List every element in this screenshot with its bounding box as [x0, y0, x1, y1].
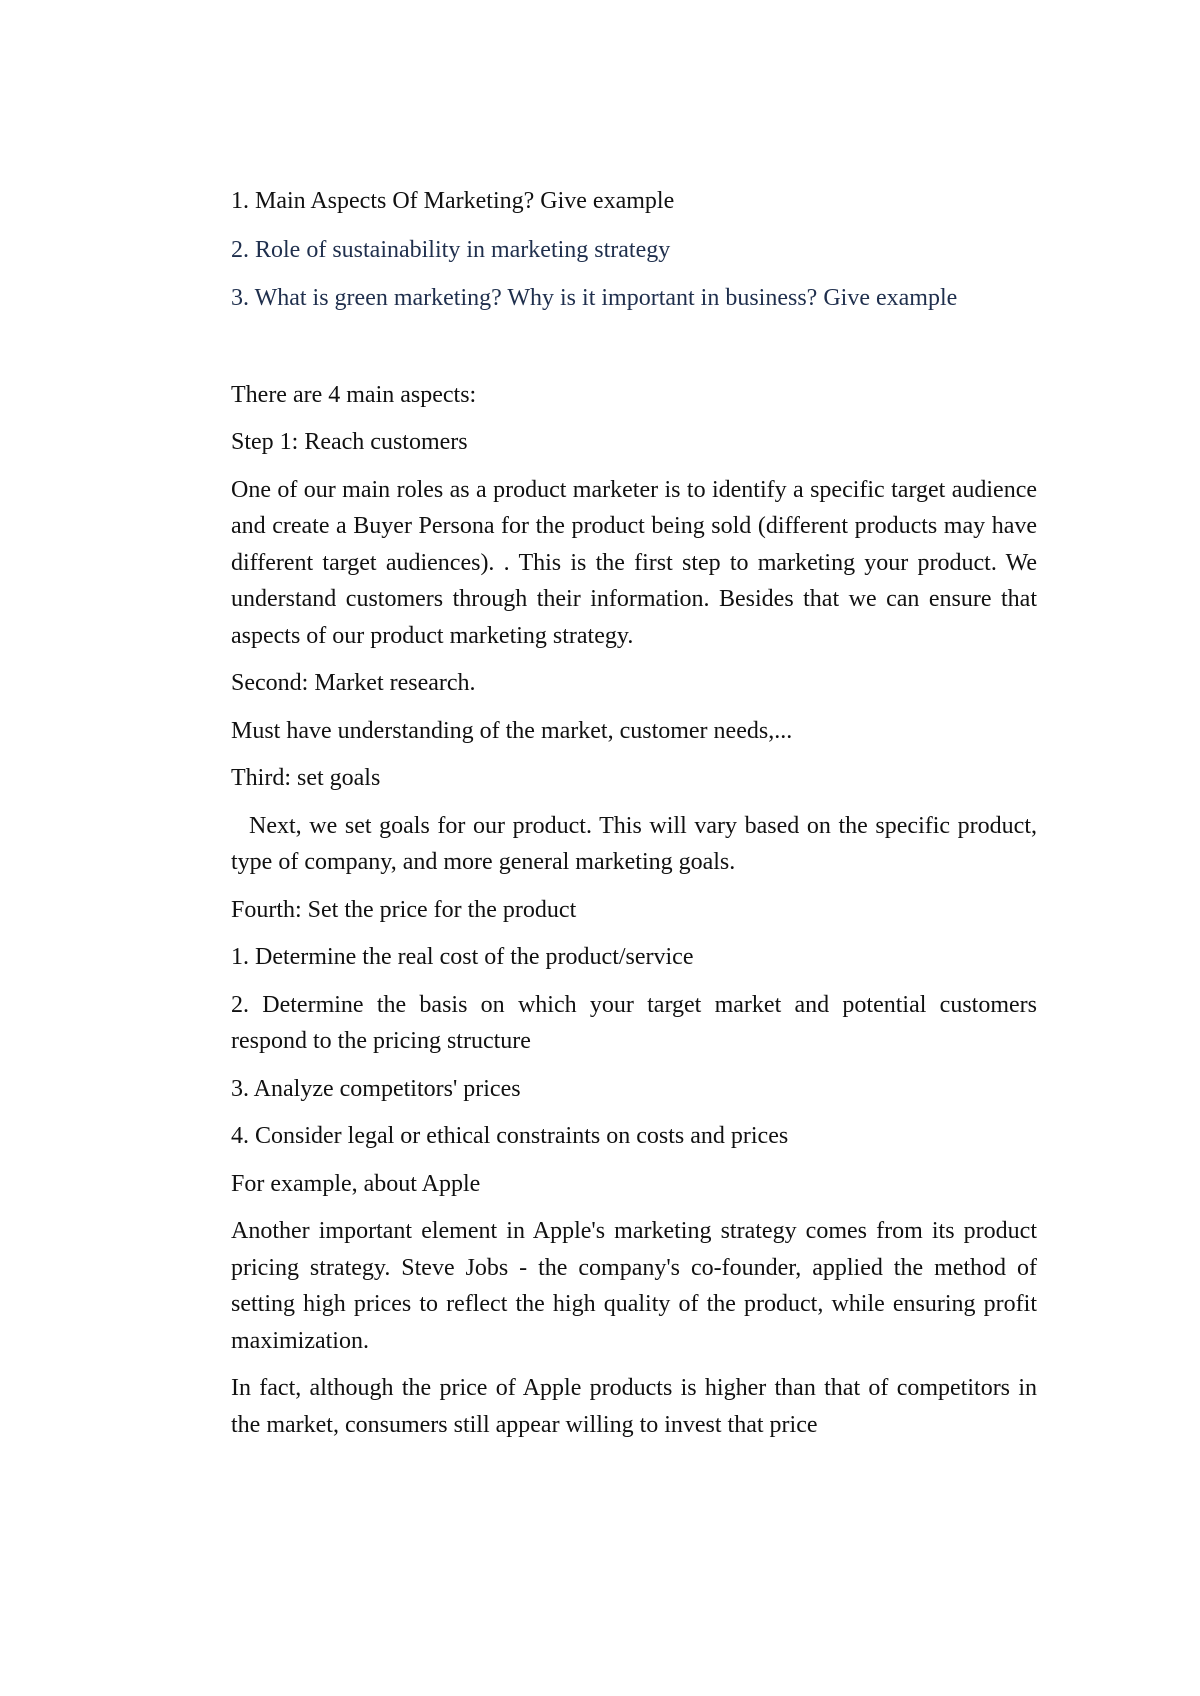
- third-paragraph: Next, we set goals for our product. This will vary based on the specific product, type of company, and more general marketing goals.: [231, 812, 1037, 875]
- fourth-heading: Fourth: Set the price for the product: [231, 896, 577, 923]
- intro-text: There are 4 main aspects:: [231, 381, 477, 408]
- question-1: 1. Main Aspects Of Marketing? Give example: [231, 188, 675, 214]
- question-3: 3. What is green marketing? Why is it important in business? Give example: [231, 285, 958, 311]
- price-step-1: 1. Determine the real cost of the product/service: [231, 944, 694, 970]
- document-body: [231, 183, 1037, 1454]
- example-heading: For example, about Apple: [231, 1170, 481, 1197]
- third-heading: Third: set goals: [231, 765, 381, 791]
- price-step-4: 4. Consider legal or ethical constraints on costs and prices: [231, 1123, 789, 1149]
- price-step-3: 3. Analyze competitors' prices: [231, 1075, 521, 1102]
- section-spacer: [231, 329, 1037, 377]
- second-paragraph: Must have understanding of the market, customer needs,...: [231, 717, 793, 744]
- second-heading: Second: Market research.: [231, 670, 476, 696]
- example-paragraph-2: In fact, although the price of Apple products is higher than that of competitors in the market, consumers still appear willing to invest that price: [231, 1375, 1037, 1438]
- question-2: 2. Role of sustainability in marketing strategy: [231, 236, 671, 263]
- step1-heading: Step 1: Reach customers: [231, 429, 468, 455]
- step1-paragraph: One of our main roles as a product marketer is to identify a specific target audience and create a Buyer Persona for the product being sold (different products may have different target audiences). . This is the first step to marketing your product. We understand customers through their information. Besides that we can ensure that aspects of our product marketing strategy.: [231, 476, 1037, 649]
- example-paragraph-1: Another important element in Apple's marketing strategy comes from its product pricing strategy. Steve Jobs - the company's co-founder, applied the method of setting high prices to reflect the high quality of the product, while ensuring profit maximization.: [231, 1218, 1037, 1354]
- price-step-2: 2. Determine the basis on which your target market and potential customers respond to the pricing structure: [231, 991, 1037, 1054]
